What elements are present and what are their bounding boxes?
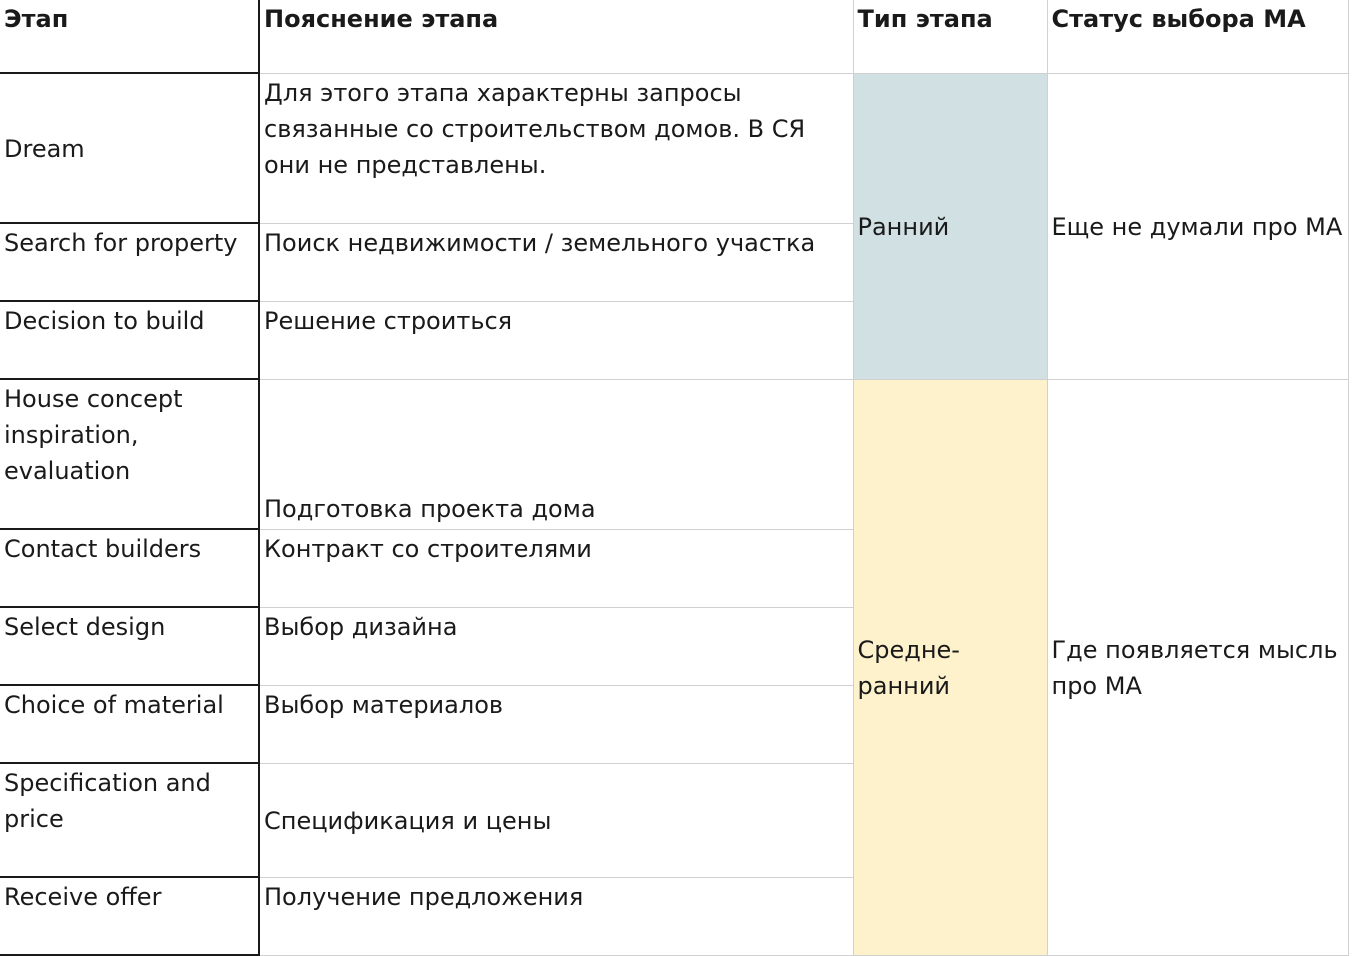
explanation-cell: Решение строиться (259, 301, 853, 379)
stage-type-cell-early: Ранний (853, 73, 1047, 379)
explanation-cell: Для этого этапа характерны запросы связанные со строительством домов. В СЯ они не представлены. (259, 73, 853, 223)
stage-cell: Specification and price (0, 763, 259, 877)
explanation-cell: Получение предложения (259, 877, 853, 955)
header-explanation: Пояснение этапа (259, 0, 853, 73)
stage-cell: Search for property (0, 223, 259, 301)
stage-cell: Contact builders (0, 529, 259, 607)
stage-cell: Decision to build (0, 301, 259, 379)
stage-cell: Choice of material (0, 685, 259, 763)
header-stage: Этап (0, 0, 259, 73)
header-ma-status: Статус выбора МА (1047, 0, 1348, 73)
stage-cell: Select design (0, 607, 259, 685)
explanation-cell: Спецификация и цены (259, 763, 853, 877)
stage-cell: Dream (0, 73, 259, 223)
explanation-cell: Поиск недвижимости / земельного участка (259, 223, 853, 301)
header-row (0, 0, 1348, 73)
ma-status-cell-mid-early: Где появляется мысль про МА (1047, 379, 1348, 955)
explanation-cell: Выбор материалов (259, 685, 853, 763)
explanation-cell: Выбор дизайна (259, 607, 853, 685)
stage-cell: House concept inspiration, evaluation (0, 379, 259, 529)
table-row (0, 379, 1348, 529)
explanation-cell: Контракт со строителями (259, 529, 853, 607)
table-row (0, 73, 1348, 223)
header-stage-type: Тип этапа (853, 0, 1047, 73)
stage-cell: Receive offer (0, 877, 259, 955)
explanation-cell: Подготовка проекта дома (259, 379, 853, 529)
stage-type-cell-mid-early: Средне-ранний (853, 379, 1047, 955)
ma-status-cell-early: Еще не думали про МА (1047, 73, 1348, 379)
